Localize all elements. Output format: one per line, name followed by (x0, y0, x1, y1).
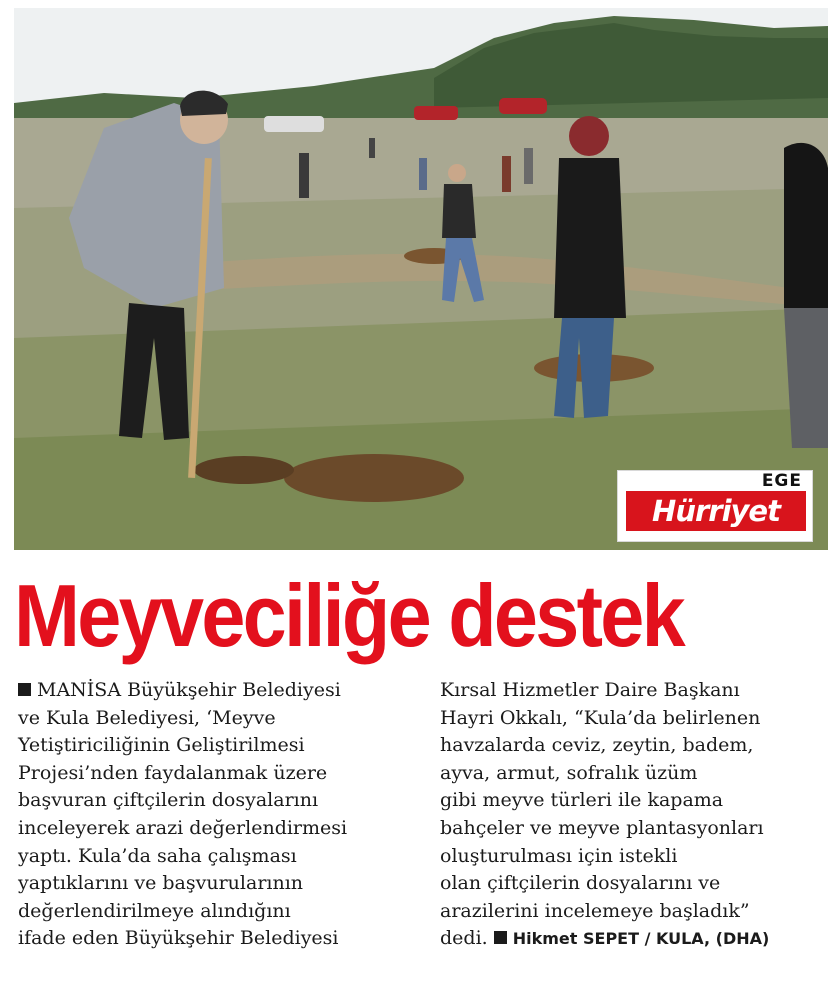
bullet-square-icon (494, 931, 507, 944)
article-line: değerlendirilmeye alındığını (18, 899, 291, 922)
article-photo (14, 8, 828, 550)
article-paragraph-left (18, 677, 408, 953)
article-line-final (440, 925, 830, 953)
article-line: havzalarda ceviz, zeytin, badem, (440, 734, 754, 757)
article-line: Projesi’nden faydalanmak üzere (18, 761, 328, 784)
article-paragraph-right (440, 677, 830, 953)
logo-region: EGE (761, 471, 802, 491)
article-column-left (18, 677, 408, 953)
bullet-square-icon (18, 683, 31, 696)
article-line: ifade eden Büyükşehir Belediyesi (18, 927, 339, 950)
article-line: yaptı. Kula’da saha çalışması (18, 844, 297, 867)
article-line: bahçeler ve meyve plantasyonları (440, 816, 764, 839)
headline: Meyveciliğe destek (14, 566, 683, 665)
article-line: yaptıklarını ve başvurularının (18, 872, 304, 895)
article-line: inceleyerek arazi değerlendirmesi (18, 816, 348, 839)
article-line: Yetiştiriciliğinin Geliştirilmesi (18, 734, 305, 757)
article-line: başvuran çiftçilerin dosyalarını (18, 789, 319, 812)
article-line: Hayri Okkalı, “Kula’da belirlenen (440, 706, 761, 729)
article-line: gibi meyve türleri ile kapama (440, 789, 724, 812)
ege-hurriyet-logo (617, 470, 813, 542)
article-line: ve Kula Belediyesi, ‘Meyve (18, 706, 276, 729)
article-line: Kırsal Hizmetler Daire Başkanı (440, 679, 740, 701)
article-line: arazilerini incelemeye başladık” (440, 899, 750, 922)
tree-planting-photo (14, 8, 828, 550)
article-line: oluşturulması için istekli (440, 844, 678, 867)
article-line: olan çiftçilerin dosyalarını ve (440, 872, 721, 895)
logo-brand: Hürriyet (626, 491, 806, 531)
closing-word: dedi. (440, 927, 488, 950)
article-line: ayva, armut, sofralık üzüm (440, 761, 698, 784)
byline: Hikmet SEPET / KULA, (DHA) (512, 929, 770, 949)
article-column-right (440, 677, 830, 953)
article-line: MANİSA Büyükşehir Belediyesi (18, 677, 408, 705)
